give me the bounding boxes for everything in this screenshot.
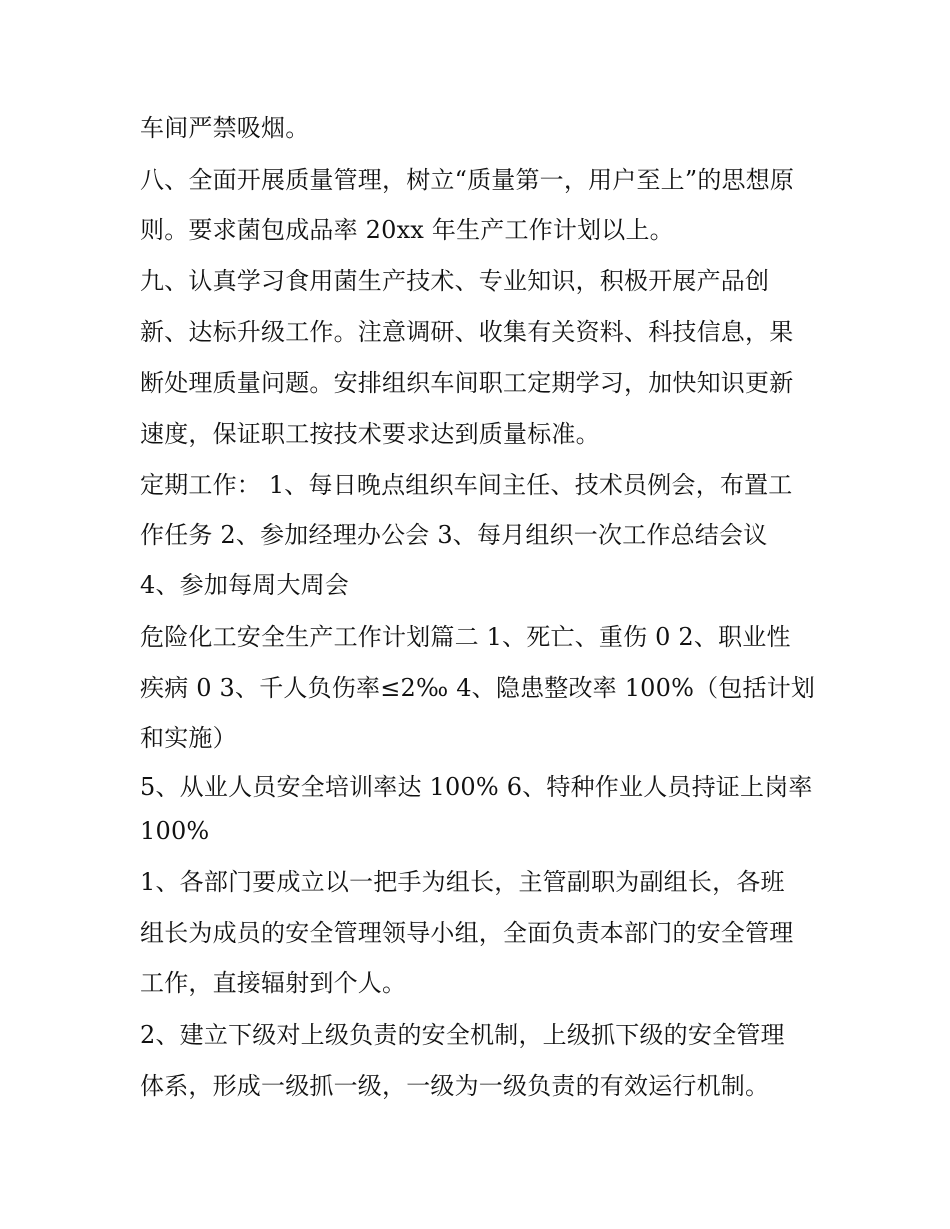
text-line: 4、参加每周大周会 [140, 571, 350, 599]
text-line: 组长为成员的安全管理领导小组，全面负责本部门的安全管理 [140, 919, 794, 947]
text-line: 车间严禁吸烟。 [140, 114, 310, 142]
text-line: 工作，直接辐射到个人。 [140, 969, 407, 997]
text-line: 100% [140, 817, 210, 845]
text-line: 九、认真学习食用菌生产技术、专业知识，积极开展产品创 [140, 267, 770, 295]
text-line: 疾病 0 3、千人负伤率≤2‰ 4、隐患整改率 100%（包括计划 [140, 674, 816, 702]
text-line: 2、建立下级对上级负责的安全机制，上级抓下级的安全管理 [140, 1021, 785, 1049]
text-line: 则。要求菌包成品率 20xx 年生产工作计划以上。 [140, 216, 674, 244]
text-line: 断处理质量问题。安排组织车间职工定期学习，加快知识更新 [140, 369, 794, 397]
text-line: 速度，保证职工按技术要求达到质量标准。 [140, 420, 600, 448]
text-line: 体系，形成一级抓一级，一级为一级负责的有效运行机制。 [140, 1072, 770, 1100]
text-line: 和实施） [140, 724, 237, 752]
text-line: 作任务 2、参加经理办公会 3、每月组织一次工作总结会议 [140, 521, 768, 549]
text-line: 新、达标升级工作。注意调研、收集有关资料、科技信息，果 [140, 318, 794, 346]
text-line: 危险化工安全生产工作计划篇二 1、死亡、重伤 0 2、职业性 [140, 623, 791, 651]
text-line: 定期工作： 1、每日晚点组织车间主任、技术员例会，布置工 [140, 471, 793, 499]
text-line: 1、各部门要成立以一把手为组长，主管副职为副组长，各班 [140, 868, 785, 896]
text-line: 八、全面开展质量管理，树立“质量第一，用户至上”的思想原 [140, 166, 795, 194]
text-line: 5、从业人员安全培训率达 100% 6、特种作业人员持证上岗率 [140, 773, 813, 801]
